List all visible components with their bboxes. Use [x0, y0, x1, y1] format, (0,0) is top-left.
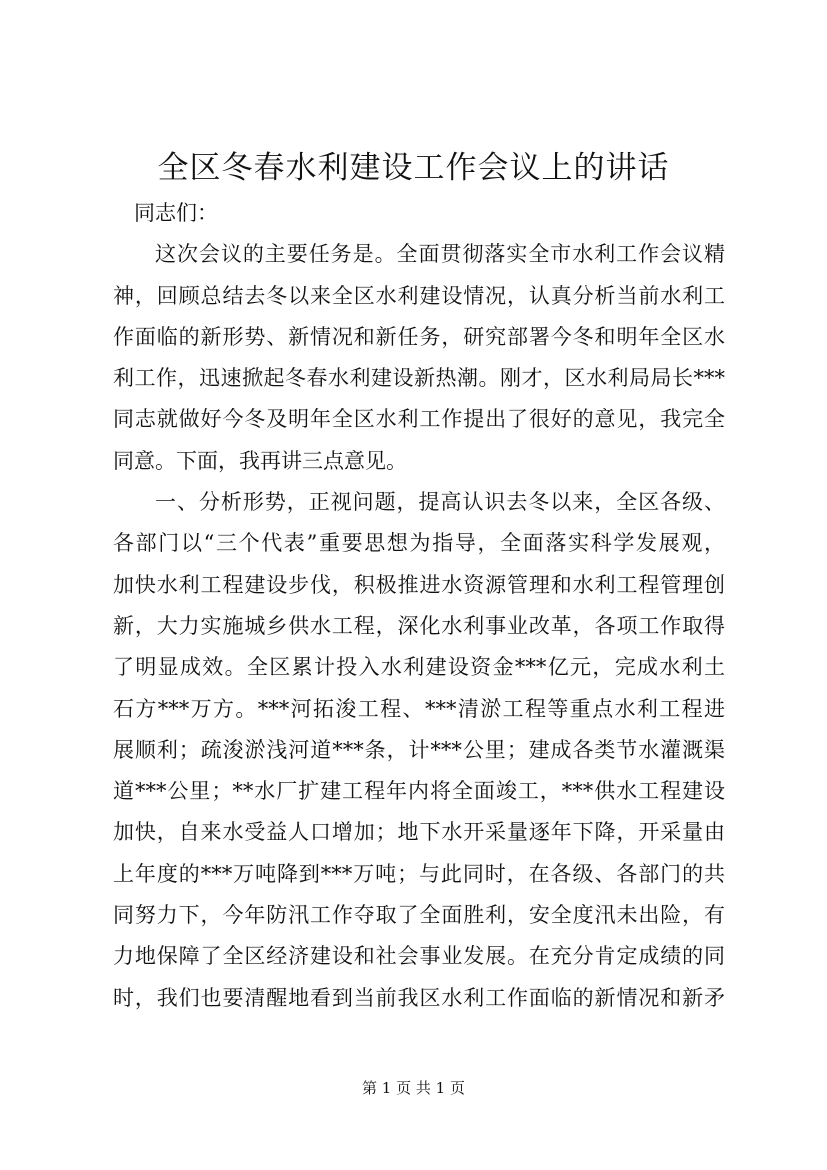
- paragraph-1-line: 同志就做好今冬及明年全区水利工作提出了很好的意见，我完全: [113, 407, 725, 432]
- paragraph-2-line: 加快水利工程建设步伐，积极推进水资源管理和水利工程管理创: [113, 572, 725, 597]
- paragraph-2-line: 力地保障了全区经济建设和社会事业发展。在充分肯定成绩的同: [113, 944, 725, 969]
- page-footer: 第 1 页 共 1 页: [362, 1079, 465, 1097]
- paragraph-1-line: 作面临的新形势、新情况和新任务，研究部署今冬和明年全区水: [113, 324, 725, 349]
- paragraph-1-line: 这次会议的主要任务是。全面贯彻落实全市水利工作会议精: [155, 242, 725, 267]
- paragraph-2-line: 时，我们也要清醒地看到当前我区水利工作面临的新情况和新矛: [113, 985, 725, 1010]
- paragraph-2-line: 展顺利；疏浚淤浅河道***条，计***公里；建成各类节水灌溉渠: [113, 737, 725, 762]
- paragraph-1-line: 同意。下面，我再讲三点意见。: [113, 448, 407, 473]
- document-title: 全区冬春水利建设工作会议上的讲话: [157, 150, 670, 186]
- paragraph-2-line: 同努力下，今年防汛工作夺取了全面胜利，安全度汛未出险，有: [113, 903, 725, 928]
- paragraph-2-line: 一、分析形势，正视问题，提高认识去冬以来，全区各级、: [155, 490, 725, 515]
- paragraph-2-line: 道***公里；**水厂扩建工程年内将全面竣工，***供水工程建设: [113, 779, 725, 804]
- paragraph-2-line: 新，大力实施城乡供水工程，深化水利事业改革，各项工作取得: [113, 613, 725, 638]
- salutation: 同志们：: [134, 201, 218, 225]
- paragraph-1-line: 利工作，迅速掀起冬春水利建设新热潮。刚才，区水利局局长***: [113, 366, 725, 391]
- paragraph-2-line: 了明显成效。全区累计投入水利建设资金***亿元，完成水利土: [113, 655, 725, 680]
- paragraph-2-line: 加快，自来水受益人口增加；地下水开采量逐年下降，开采量由: [113, 820, 725, 845]
- paragraph-2-line: 石方***万方。***河拓浚工程、***清淤工程等重点水利工程进: [113, 696, 725, 721]
- paragraph-2-line: 各部门以“三个代表”重要思想为指导，全面落实科学发展观，: [113, 531, 725, 556]
- paragraph-1-line: 神，回顾总结去冬以来全区水利建设情况，认真分析当前水利工: [113, 283, 725, 308]
- paragraph-2-line: 上年度的***万吨降到***万吨；与此同时，在各级、各部门的共: [113, 861, 725, 886]
- document-body: [113, 193, 725, 1019]
